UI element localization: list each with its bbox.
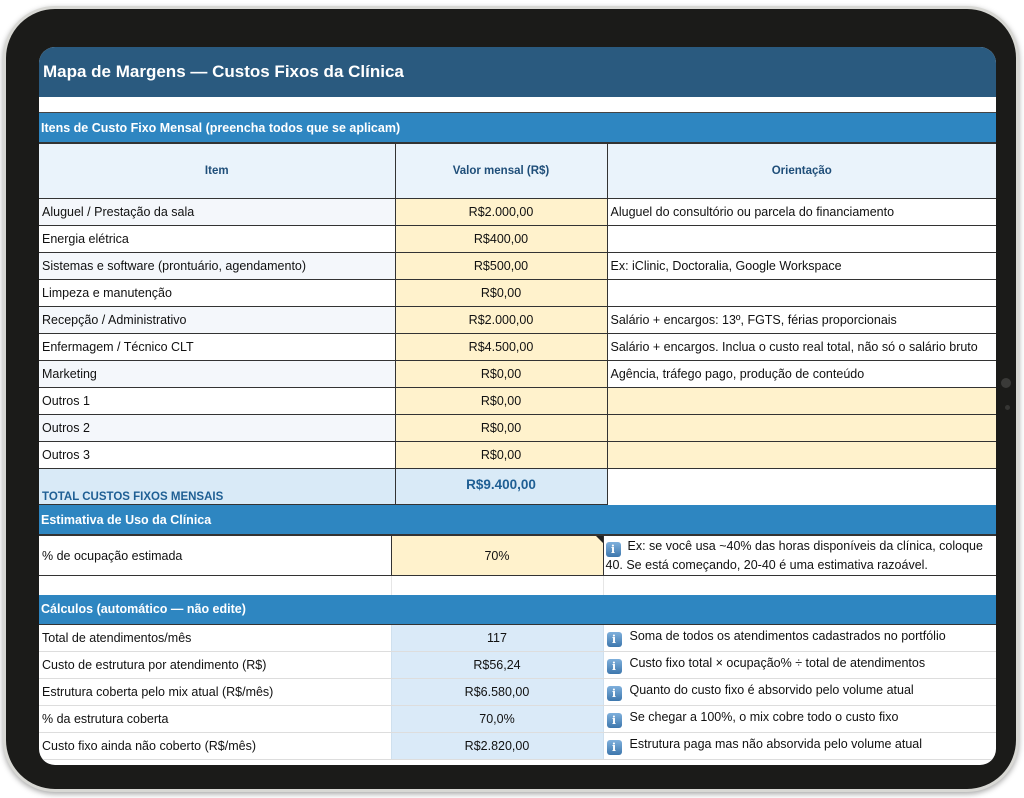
table-row — [39, 280, 996, 307]
calc-value[interactable]: R$2.820,00 — [391, 733, 603, 760]
item-cell[interactable]: Energia elétrica — [39, 226, 395, 253]
total-row — [39, 469, 996, 505]
calc-label[interactable]: Estrutura coberta pelo mix atual (R$/mês) — [39, 679, 391, 706]
table-row — [39, 253, 996, 280]
usage-table — [39, 535, 996, 595]
value-input-cell[interactable]: R$0,00 — [395, 415, 607, 442]
note-cell[interactable] — [607, 226, 996, 253]
usage-note-cell[interactable] — [603, 536, 996, 576]
item-cell[interactable]: Outros 3 — [39, 442, 395, 469]
value-input-cell[interactable]: R$2.000,00 — [395, 307, 607, 334]
note-cell[interactable]: Salário + encargos. Inclua o custo real total, não só o salário bruto — [607, 334, 996, 361]
section-fixed-costs — [39, 113, 996, 143]
calc-value[interactable]: 117 — [391, 625, 603, 652]
calc-label[interactable]: Total de atendimentos/mês — [39, 625, 391, 652]
spacer-row — [39, 97, 996, 113]
item-cell[interactable]: Limpeza e manutenção — [39, 280, 395, 307]
note-input-cell[interactable] — [607, 415, 996, 442]
fixed-costs-table — [39, 143, 996, 505]
note-input-cell[interactable] — [607, 388, 996, 415]
item-cell[interactable]: Aluguel / Prestação da sala — [39, 199, 395, 226]
total-label: TOTAL CUSTOS FIXOS MENSAIS — [39, 469, 395, 505]
value-input-cell[interactable]: R$2.000,00 — [395, 199, 607, 226]
section-calculations-title: Cálculos (automático — não edite) — [41, 602, 246, 616]
value-input-cell[interactable]: R$0,00 — [395, 361, 607, 388]
value-input-cell[interactable]: R$0,00 — [395, 280, 607, 307]
section-fixed-costs-title: Itens de Custo Fixo Mensal (preencha todos que se aplicam) — [41, 120, 401, 135]
value-input-cell[interactable]: R$500,00 — [395, 253, 607, 280]
usage-row — [39, 536, 996, 576]
calc-note-cell[interactable] — [603, 706, 996, 733]
tablet-frame — [3, 6, 1019, 792]
calc-note: Custo fixo total × ocupação% ÷ total de atendimentos — [629, 656, 926, 670]
column-header-item: Item — [39, 144, 395, 199]
camera-icon — [1001, 378, 1011, 388]
calc-note: Soma de todos os atendimentos cadastrados no portfólio — [629, 628, 946, 643]
occupancy-input[interactable]: 70% — [391, 536, 603, 576]
table-header-row — [39, 144, 996, 199]
empty-cell[interactable] — [391, 576, 603, 595]
item-cell[interactable]: Enfermagem / Técnico CLT — [39, 334, 395, 361]
value-input-cell[interactable]: R$4.500,00 — [395, 334, 607, 361]
spacer-row — [39, 576, 996, 595]
calc-row — [39, 652, 996, 679]
section-usage-title: Estimativa de Uso da Clínica — [41, 512, 212, 527]
table-row — [39, 199, 996, 226]
calc-note-cell[interactable] — [603, 733, 996, 760]
calc-value[interactable]: R$56,24 — [391, 652, 603, 679]
note-cell[interactable] — [607, 280, 996, 307]
info-icon: i — [607, 659, 622, 674]
info-icon: i — [607, 740, 622, 755]
info-icon: i — [607, 686, 622, 701]
calc-note-cell[interactable] — [603, 679, 996, 706]
empty-cell[interactable] — [603, 576, 996, 595]
usage-label[interactable]: % de ocupação estimada — [39, 536, 391, 576]
note-cell[interactable]: Agência, tráfego pago, produção de conteúdo — [607, 361, 996, 388]
sensor-icon — [1005, 405, 1010, 410]
table-row — [39, 334, 996, 361]
note-input-cell[interactable] — [607, 442, 996, 469]
calc-value[interactable]: 70,0% — [391, 706, 603, 733]
calc-note: Se chegar a 100%, o mix cobre todo o custo fixo — [629, 710, 899, 724]
spreadsheet-screen — [39, 47, 996, 765]
table-row — [39, 442, 996, 469]
section-usage — [39, 505, 996, 535]
calc-value[interactable]: R$6.580,00 — [391, 679, 603, 706]
table-row — [39, 415, 996, 442]
total-empty-cell[interactable] — [607, 469, 996, 505]
calc-row — [39, 733, 996, 760]
calc-label[interactable]: % da estrutura coberta — [39, 706, 391, 733]
info-icon: i — [606, 542, 621, 557]
table-row — [39, 361, 996, 388]
column-header-value: Valor mensal (R$) — [395, 144, 607, 199]
calculations-table — [39, 625, 996, 761]
note-cell[interactable]: Aluguel do consultório ou parcela do financiamento — [607, 199, 996, 226]
calc-note-cell[interactable] — [603, 652, 996, 679]
column-header-note: Orientação — [607, 144, 996, 199]
calc-row — [39, 679, 996, 706]
item-cell[interactable]: Marketing — [39, 361, 395, 388]
value-input-cell[interactable]: R$0,00 — [395, 388, 607, 415]
section-calculations — [39, 595, 996, 625]
item-cell[interactable]: Sistemas e software (prontuário, agendamento) — [39, 253, 395, 280]
calc-label[interactable]: Custo fixo ainda não coberto (R$/mês) — [39, 733, 391, 760]
item-cell[interactable]: Outros 1 — [39, 388, 395, 415]
total-value[interactable]: R$9.400,00 — [395, 469, 607, 505]
calc-note: Estrutura paga mas não absorvida pelo volume atual — [629, 737, 923, 751]
calc-row — [39, 706, 996, 733]
calc-note: Quanto do custo fixo é absorvido pelo volume atual — [629, 683, 914, 697]
table-row — [39, 226, 996, 253]
note-cell[interactable]: Salário + encargos: 13º, FGTS, férias proporcionais — [607, 307, 996, 334]
calc-row — [39, 625, 996, 652]
note-cell[interactable]: Ex: iClinic, Doctoralia, Google Workspace — [607, 253, 996, 280]
info-icon: i — [607, 713, 622, 728]
table-row — [39, 307, 996, 334]
item-cell[interactable]: Recepção / Administrativo — [39, 307, 395, 334]
info-icon: i — [607, 632, 622, 647]
usage-note: Ex: se você usa ~40% das horas disponíveis da clínica, coloque 40. Se está começando, 20-40 é uma estimativa razoável. — [605, 538, 983, 572]
table-row — [39, 388, 996, 415]
item-cell[interactable]: Outros 2 — [39, 415, 395, 442]
value-input-cell[interactable]: R$400,00 — [395, 226, 607, 253]
calc-label[interactable]: Custo de estrutura por atendimento (R$) — [39, 652, 391, 679]
calc-note-cell[interactable] — [603, 625, 996, 652]
empty-cell[interactable] — [39, 576, 391, 595]
value-input-cell[interactable]: R$0,00 — [395, 442, 607, 469]
page-title — [39, 47, 996, 97]
page-title-text: Mapa de Margens — Custos Fixos da Clínica — [43, 62, 404, 81]
